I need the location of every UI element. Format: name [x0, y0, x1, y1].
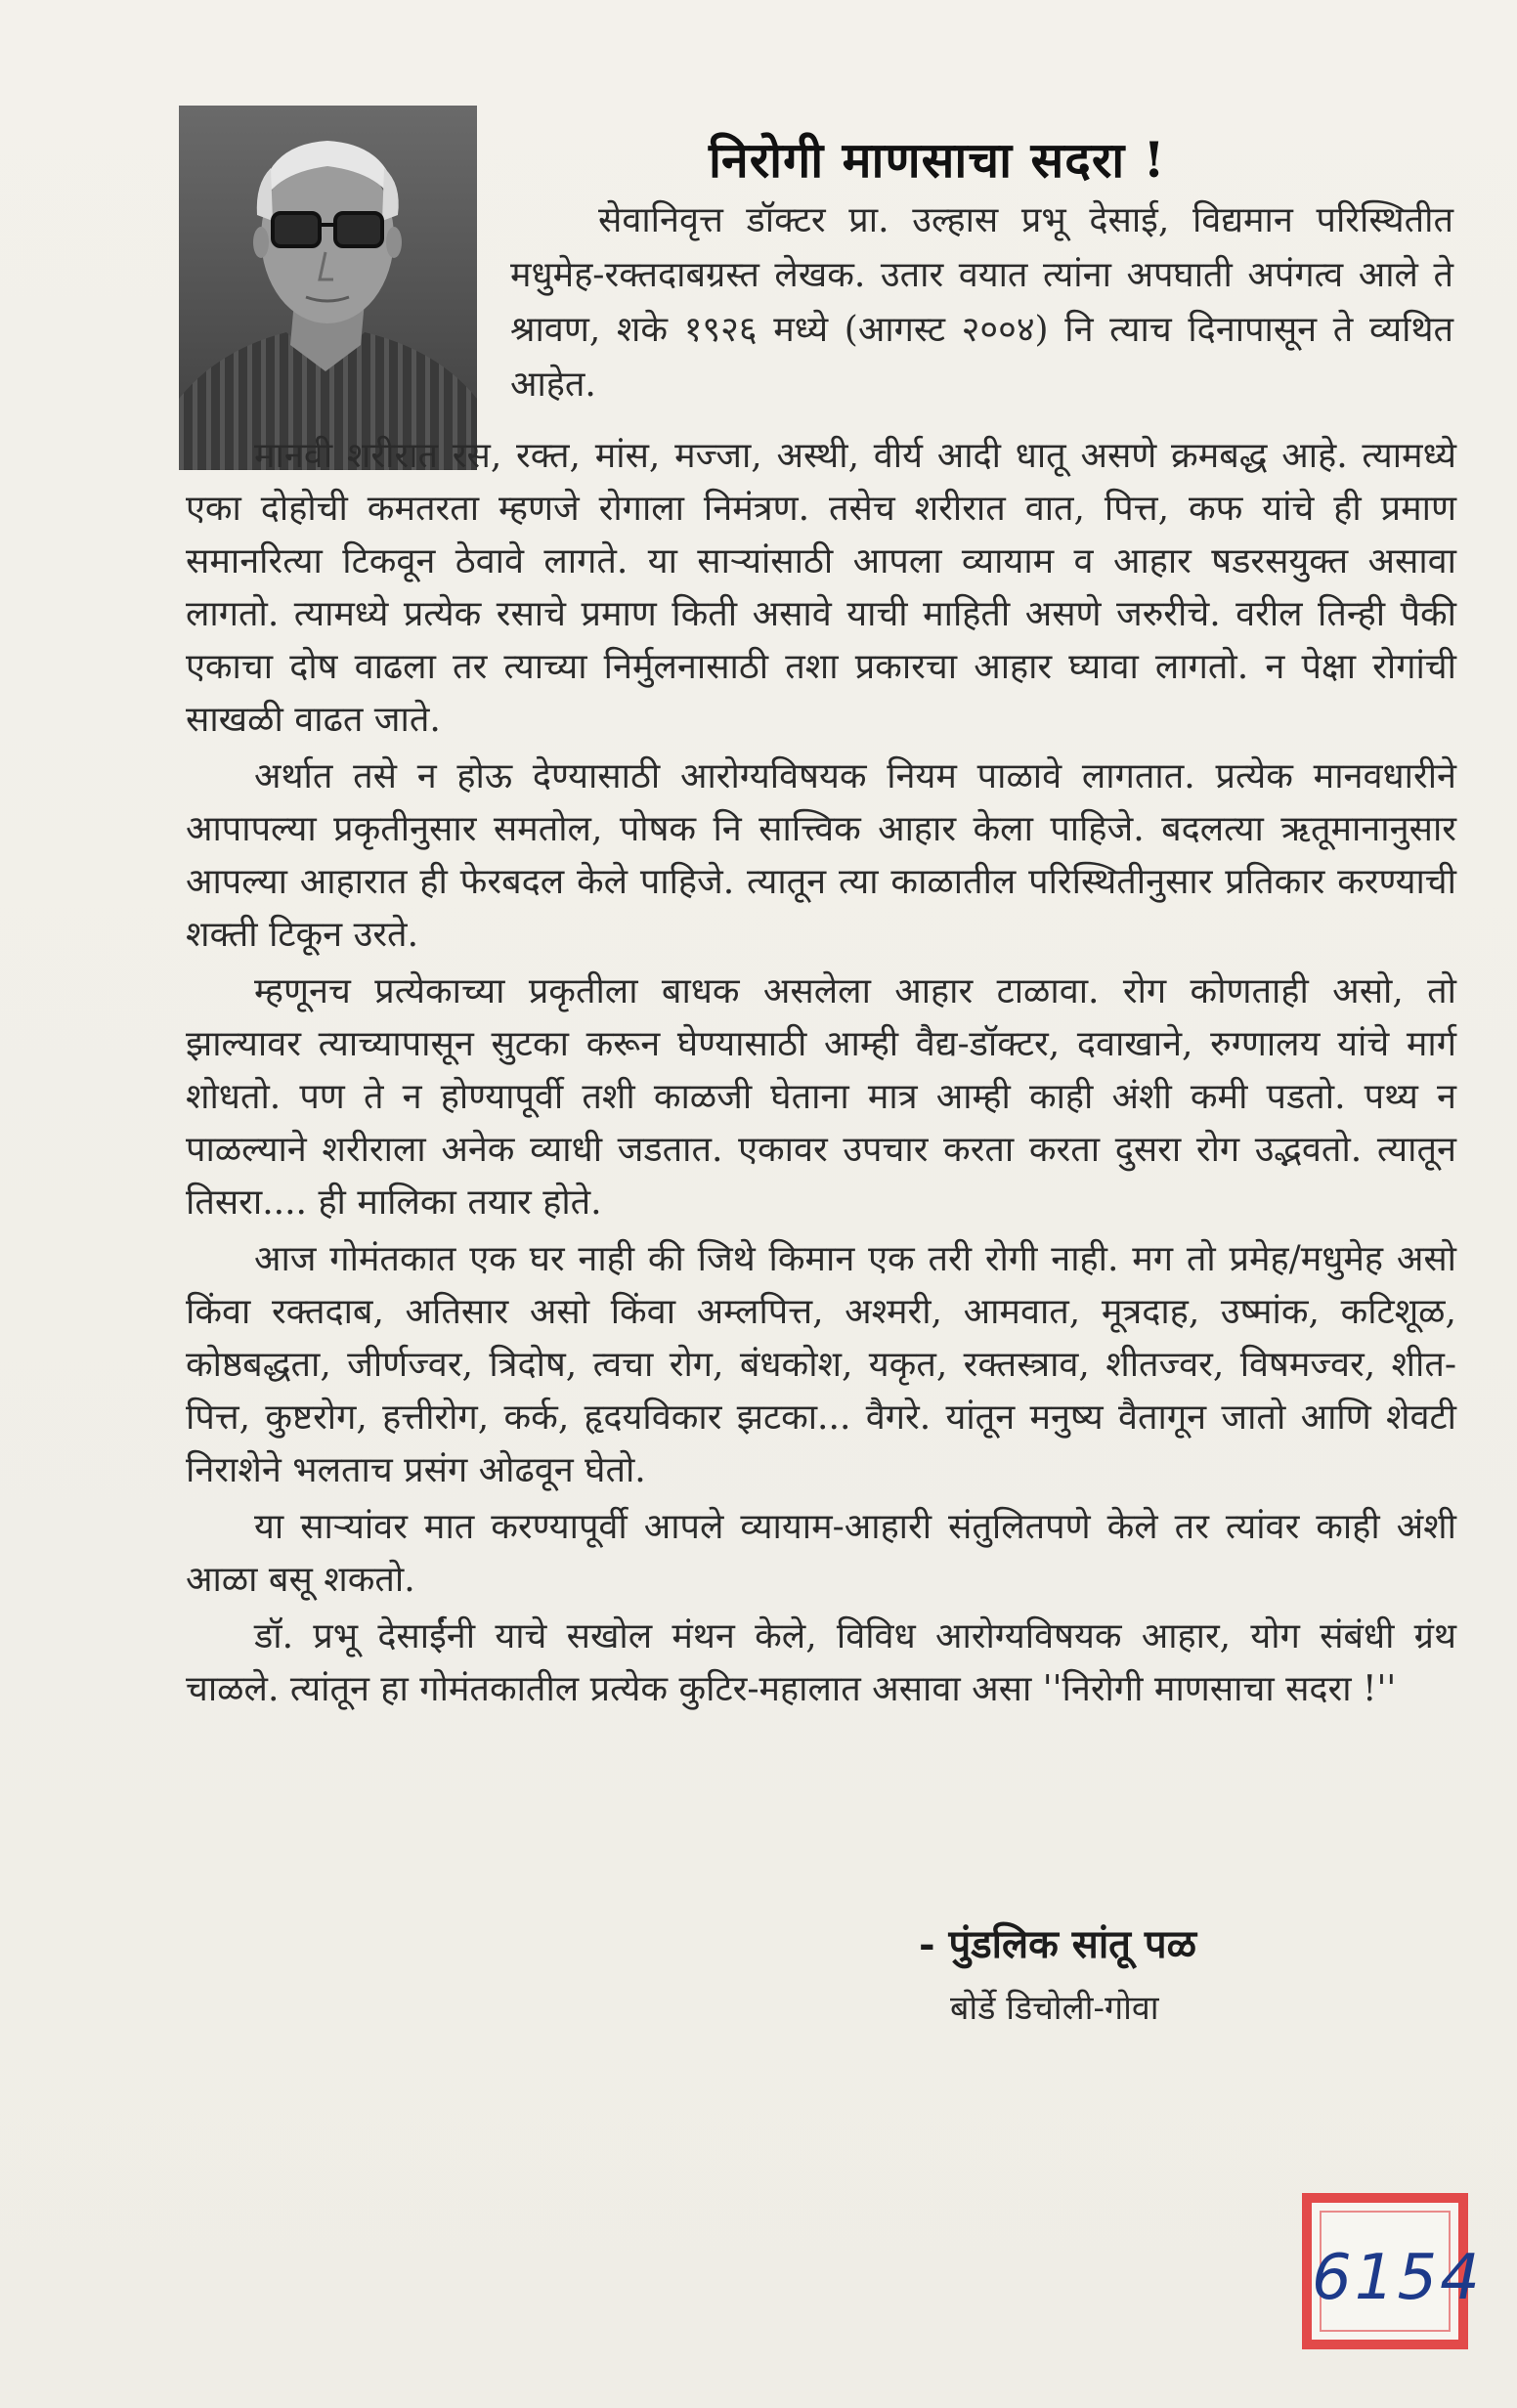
- paragraph-6: डॉ. प्रभू देसाईंनी याचे सखोल मंथन केले, विविध आरोग्यविषयक आहार, योग संबंधी ग्रंथ चाळले. त्यांतून हा गोमंतकातील प्रत्येक कुटिर-महालात असावा असा ''निरोगी माणसाचा सदरा !'': [186, 1616, 1456, 1709]
- author-photo: [179, 106, 477, 470]
- page-title: निरोगी माणसाचा सदरा !: [709, 131, 1166, 189]
- article-body: [186, 430, 1456, 1716]
- catalog-number: 6154: [1312, 2242, 1483, 2314]
- intro-paragraph: सेवानिवृत्त डॉक्टर प्रा. उल्हास प्रभू देसाई, विद्यमान परिस्थितीत मधुमेह-रक्तदाबग्रस्त लेखक. उतार वयात त्यांना अपघाती अपंगत्व आले ते श्रावण, शके १९२६ मध्ये (आगस्ट २००४) नि त्याच दिनापासून ते व्यथित आहेत.: [510, 200, 1453, 405]
- paragraph-3: म्हणूनच प्रत्येकाच्या प्रकृतीला बाधक असलेला आहार टाळावा. रोग कोणताही असो, तो झाल्यावर त्याच्यापासून सुटका करून घेण्यासाठी आम्ही वैद्य-डॉक्टर, दवाखाने, रुग्णालय यांचे मार्ग शोधतो. पण ते न होण्यापूर्वी तशी काळजी घेताना मात्र आम्ही काही अंशी कमी पडतो. पथ्य न पाळल्याने शरीराला अनेक व्याधी जडतात. एकावर उपचार करता करता दुसरा रोग उद्भवतो. त्यातून तिसरा.... ही मालिका तयार होते.: [186, 971, 1456, 1223]
- paragraph-4: आज गोमंतकात एक घर नाही की जिथे किमान एक तरी रोगी नाही. मग तो प्रमेह/मधुमेह असो किंवा रक्तदाब, अतिसार असो किंवा अम्लपित्त, अश्मरी, आमवात, मूत्रदाह, उष्मांक, कटिशूळ, कोष्ठबद्धता, जीर्णज्वर, त्रिदोष, त्वचा रोग, बंधकोश, यकृत, रक्तस्त्राव, शीतज्वर, विषमज्वर, शीत-पित्त, कुष्टरोग, हत्तीरोग, कर्क, हृदयविकार झटका... वैगरे. यांतून मनुष्य वैतागून जातो आणि शेवटी निराशेने भलताच प्रसंग ओढवून घेतो.: [186, 1239, 1456, 1490]
- signature-name: - पुंडलिक सांतू पळ: [919, 1921, 1197, 1967]
- paragraph-2: अर्थात तसे न होऊ देण्यासाठी आरोग्यविषयक नियम पाळावे लागतात. प्रत्येक मानवधारीने आपापल्या प्रकृतीनुसार समतोल, पोषक नि सात्त्विक आहार केला पाहिजे. बदलत्या ऋतूमानानुसार आपल्या आहारात ही फेरबदल केले पाहिजे. त्यातून त्या काळातील परिस्थितीनुसार प्रतिकार करण्याची शक्ती टिकून उरते.: [186, 756, 1456, 955]
- catalog-number-label: [1302, 2193, 1483, 2349]
- paragraph-1: मानवी शरीरात रस, रक्त, मांस, मज्जा, अस्थी, वीर्य आदी धातू असणे क्रमबद्ध आहे. त्यामध्ये एका दोहोची कमतरता म्हणजे रोगाला निमंत्रण. तसेच शरीरात वात, पित्त, कफ यांचे ही प्रमाण समानरित्या टिकवून ठेवावे लागते. या साऱ्यांसाठी आपला व्यायाम व आहार षडरसयुक्त असावा लागतो. त्यामध्ये प्रत्येक रसाचे प्रमाण किती असावे याची माहिती असणे जरुरीचे. वरील तिन्ही पैकी एकाचा दोष वाढला तर त्याच्या निर्मुलनासाठी तशा प्रकारचा आहार घ्यावा लागतो. न पेक्षा रोगांची साखळी वाढत जाते.: [186, 436, 1456, 740]
- paragraph-5: या साऱ्यांवर मात करण्यापूर्वी आपले व्यायाम-आहारी संतुलितपणे केले तर त्यांवर काही अंशी आळा बसू शकतो.: [186, 1507, 1456, 1600]
- signature-place: बोर्डे डिचोली-गोवा: [950, 1989, 1159, 2028]
